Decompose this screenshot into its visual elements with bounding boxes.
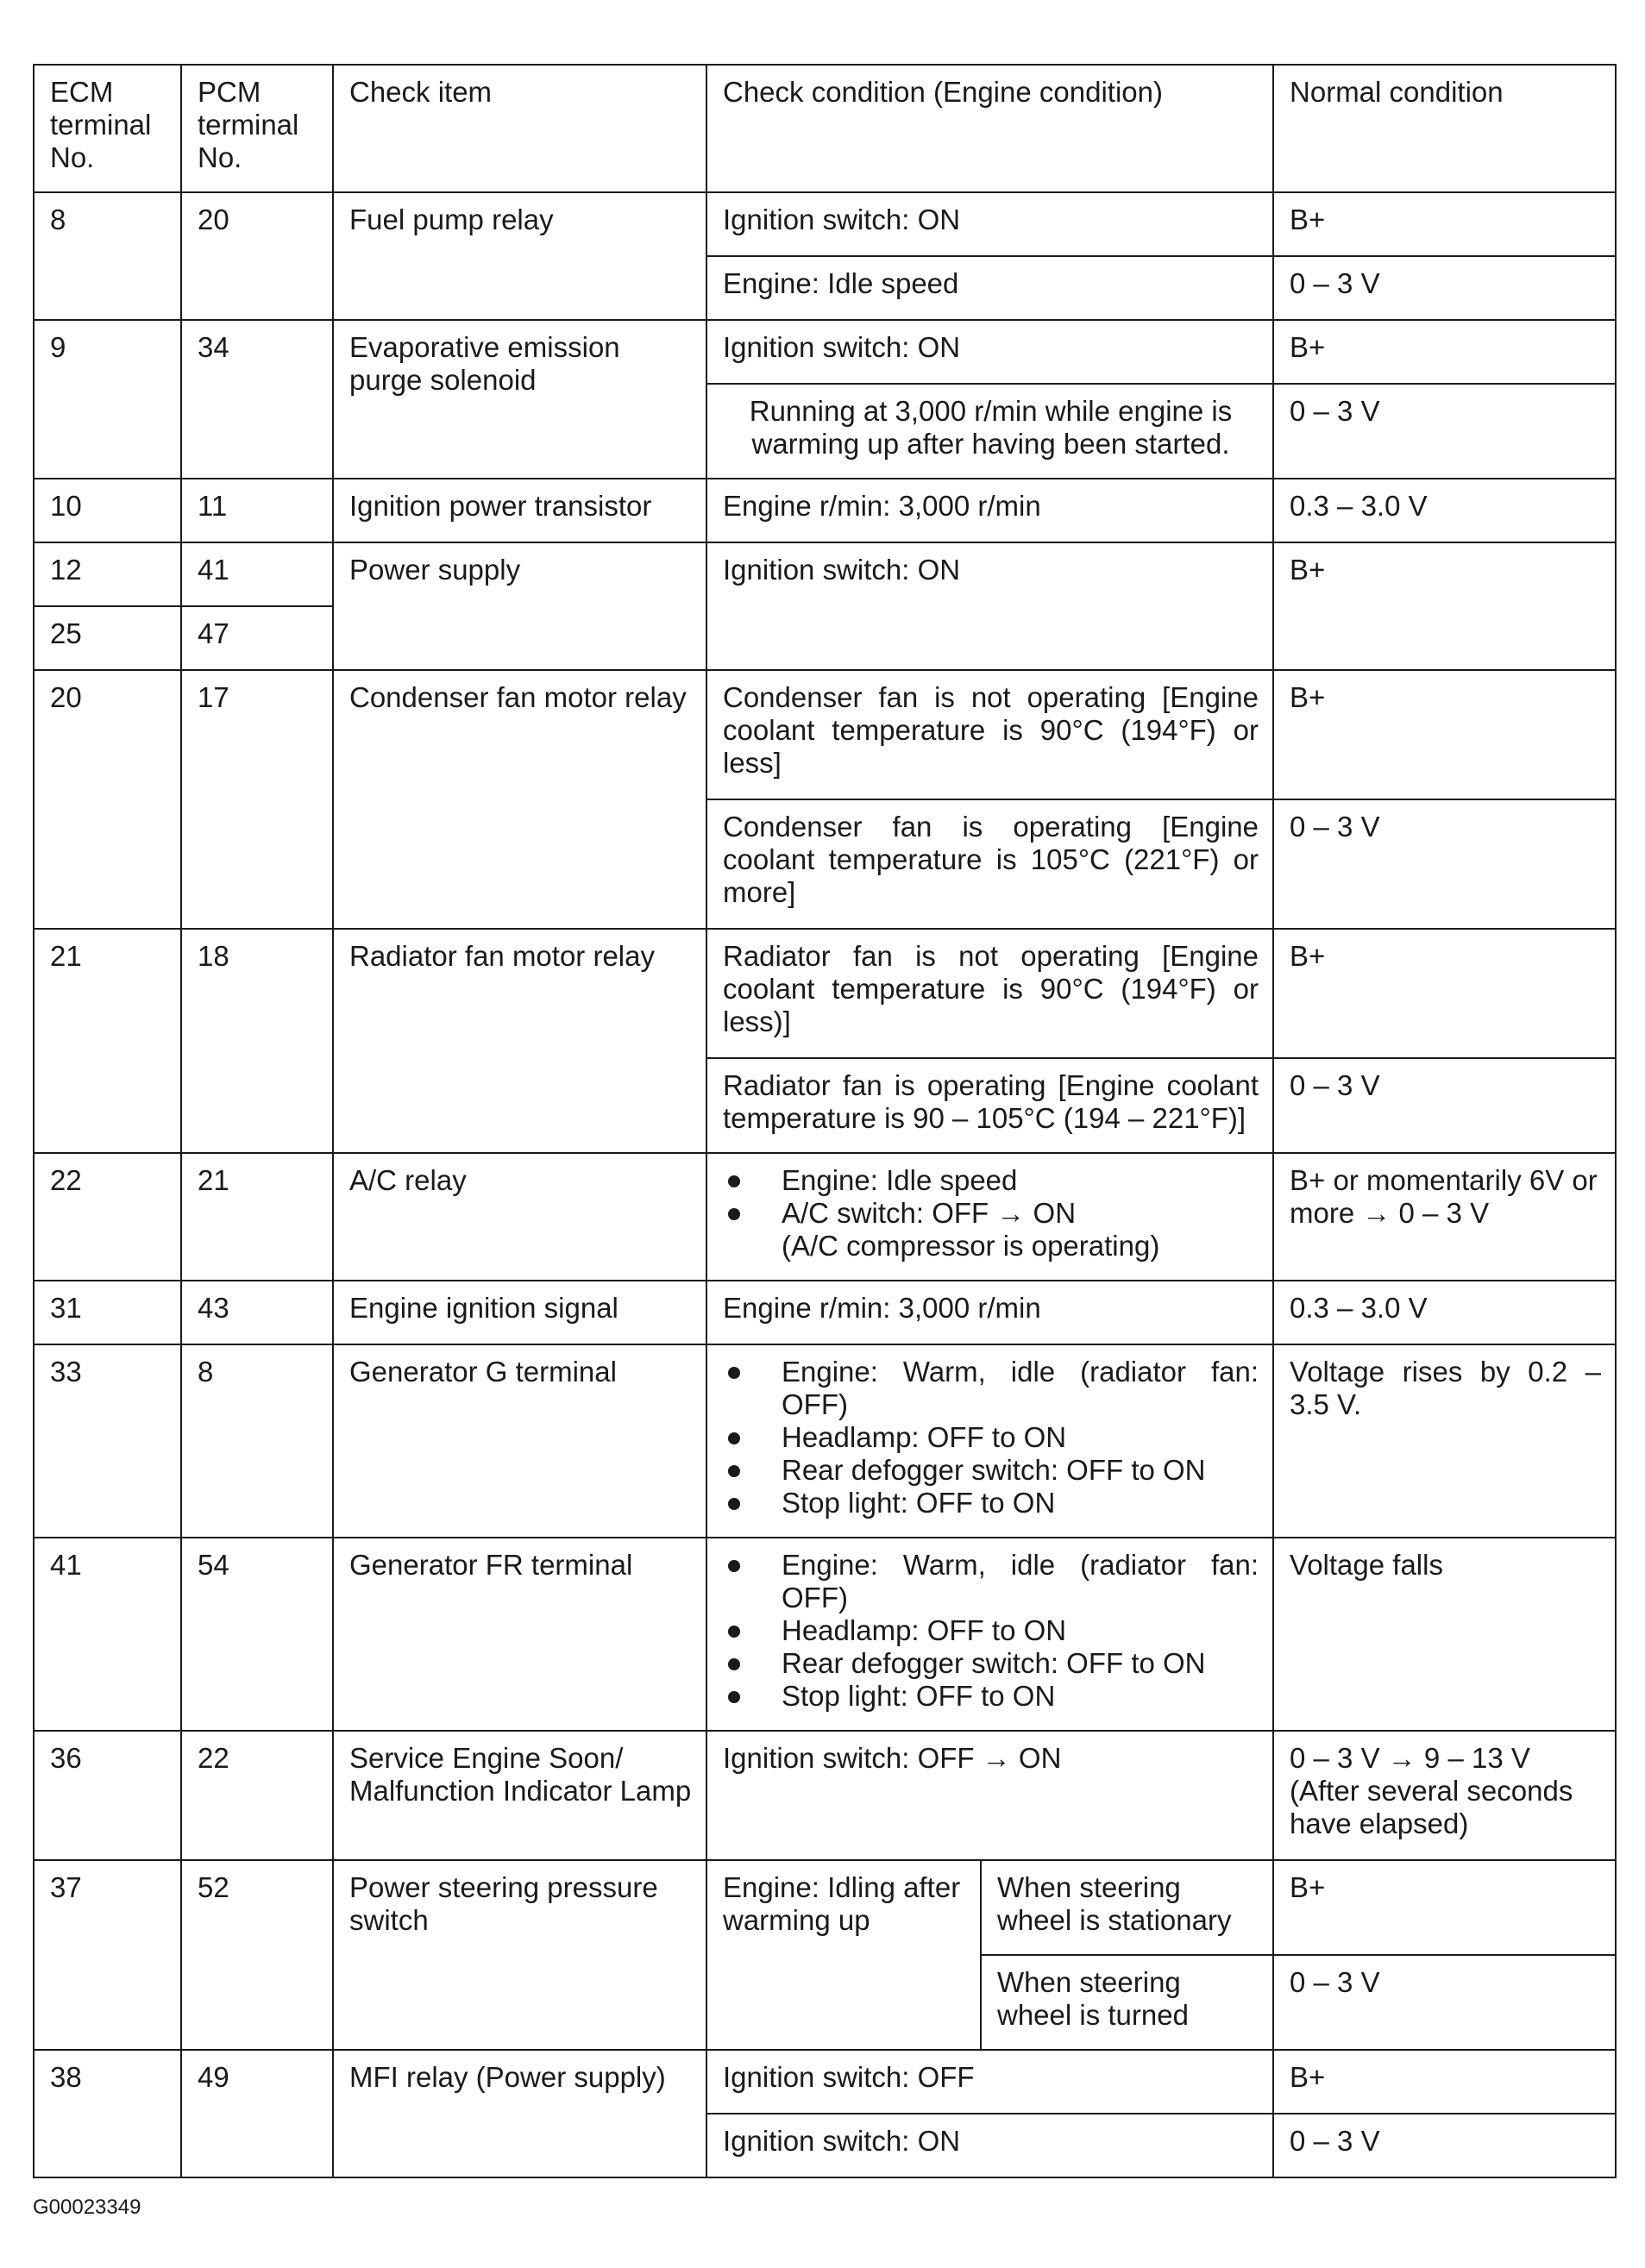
check-item-cell: Condenser fan motor relay (333, 670, 706, 929)
check-item-cell: Generator G terminal (333, 1344, 706, 1538)
normal-condition-cell: 0.3 – 3.0 V (1273, 1281, 1616, 1344)
pcm-terminal-cell: 22 (181, 1731, 333, 1860)
condition-bullet: Stop light: OFF to ON (723, 1680, 1259, 1713)
condition-bullet: Engine: Warm, idle (radiator fan: OFF) (723, 1549, 1259, 1614)
header-check-condition: Check condition (Engine condition) (706, 65, 1273, 192)
ecm-terminal-cell: 25 (34, 606, 181, 670)
check-condition-cell: Ignition switch: OFF (706, 2050, 1273, 2114)
ecm-terminal-cell: 9 (34, 320, 181, 479)
condition-bullet: Headlamp: OFF to ON (723, 1421, 1259, 1454)
check-condition-cell (706, 1153, 1273, 1281)
pcm-terminal-cell: 49 (181, 2050, 333, 2177)
condition-bullet-text: A/C switch: OFF → ON (782, 1197, 1077, 1229)
ecm-terminal-cell: 10 (34, 479, 181, 542)
check-item-cell: MFI relay (Power supply) (333, 2050, 706, 2177)
condition-bullet: Engine: Warm, idle (radiator fan: OFF) (723, 1356, 1259, 1421)
normal-condition-cell: B+ or momentarily 6V or more → 0 – 3 V (1273, 1153, 1616, 1281)
check-item-cell: Engine ignition signal (333, 1281, 706, 1344)
check-condition-cell (706, 1344, 1273, 1538)
normal-condition-cell: 0.3 – 3.0 V (1273, 479, 1616, 542)
header-pcm-terminal: PCM terminal No. (181, 65, 333, 192)
ecm-terminal-cell: 41 (34, 1538, 181, 1731)
table-row (34, 1281, 1616, 1344)
ecm-terminal-cell: 21 (34, 929, 181, 1153)
table-row (34, 192, 1616, 256)
normal-condition-cell: 0 – 3 V (1273, 799, 1616, 929)
header-check-item: Check item (333, 65, 706, 192)
check-subcondition-cell: When steering wheel is stationary (981, 1860, 1273, 1955)
condition-bullet-subtext: (A/C compressor is operating) (782, 1230, 1160, 1262)
terminal-check-table-container (33, 64, 1615, 2178)
check-item-cell: Evaporative emission purge solenoid (333, 320, 706, 479)
check-item-cell: Service Engine Soon/ Malfunction Indicator Lamp (333, 1731, 706, 1860)
normal-condition-cell: Voltage rises by 0.2 – 3.5 V. (1273, 1344, 1616, 1538)
normal-condition-cell: Voltage falls (1273, 1538, 1616, 1731)
table-row (34, 929, 1616, 1058)
table-header-row (34, 65, 1616, 192)
pcm-terminal-cell: 8 (181, 1344, 333, 1538)
ecm-terminal-cell: 36 (34, 1731, 181, 1860)
header-ecm-terminal: ECM terminal No. (34, 65, 181, 192)
check-condition-cell: Ignition switch: ON (706, 320, 1273, 384)
figure-code: G00023349 (33, 2196, 141, 2219)
pcm-terminal-cell: 43 (181, 1281, 333, 1344)
normal-condition-cell: 0 – 3 V → 9 – 13 V (After several seconds have elapsed) (1273, 1731, 1616, 1860)
table-row (34, 670, 1616, 799)
table-row (34, 320, 1616, 384)
normal-condition-cell: 0 – 3 V (1273, 384, 1616, 479)
table-row (34, 1538, 1616, 1731)
pcm-terminal-cell: 34 (181, 320, 333, 479)
condition-bullet: Headlamp: OFF to ON (723, 1614, 1259, 1647)
table-row (34, 1731, 1616, 1860)
normal-condition-cell: B+ (1273, 542, 1616, 670)
pcm-terminal-cell: 41 (181, 542, 333, 606)
normal-condition-cell: B+ (1273, 1860, 1616, 1955)
condition-bullet: Rear defogger switch: OFF to ON (723, 1454, 1259, 1487)
ecm-terminal-cell: 31 (34, 1281, 181, 1344)
ecm-terminal-cell: 8 (34, 192, 181, 320)
normal-condition-cell: B+ (1273, 192, 1616, 256)
check-item-cell: Power supply (333, 542, 706, 670)
ecm-terminal-cell: 38 (34, 2050, 181, 2177)
check-condition-cell: Condenser fan is not operating [Engine coolant temperature is 90°C (194°F) or less] (706, 670, 1273, 799)
check-condition-cell: Engine: Idling after warming up (706, 1860, 981, 2050)
check-condition-cell: Radiator fan is not operating [Engine coolant temperature is 90°C (194°F) or less)] (706, 929, 1273, 1058)
table-row (34, 1153, 1616, 1281)
normal-condition-cell: 0 – 3 V (1273, 1955, 1616, 2050)
pcm-terminal-cell: 47 (181, 606, 333, 670)
ecm-terminal-cell: 22 (34, 1153, 181, 1281)
normal-condition-cell: 0 – 3 V (1273, 256, 1616, 320)
check-item-cell: Power steering pressure switch (333, 1860, 706, 2050)
normal-condition-cell: 0 – 3 V (1273, 2114, 1616, 2177)
pcm-terminal-cell: 54 (181, 1538, 333, 1731)
check-condition-cell: Running at 3,000 r/min while engine is warming up after having been started. (706, 384, 1273, 479)
ecm-terminal-cell: 20 (34, 670, 181, 929)
pcm-terminal-cell: 21 (181, 1153, 333, 1281)
normal-condition-cell: B+ (1273, 670, 1616, 799)
ecm-terminal-cell: 37 (34, 1860, 181, 2050)
check-condition-cell: Ignition switch: ON (706, 542, 1273, 670)
check-condition-cell (706, 1538, 1273, 1731)
pcm-terminal-cell: 20 (181, 192, 333, 320)
terminal-check-table (33, 64, 1617, 2178)
pcm-terminal-cell: 18 (181, 929, 333, 1153)
condition-bullet-list (723, 1549, 1259, 1713)
table-row (34, 1344, 1616, 1538)
check-condition-cell: Engine: Idle speed (706, 256, 1273, 320)
condition-bullet: Stop light: OFF to ON (723, 1487, 1259, 1519)
check-condition-cell: Ignition switch: ON (706, 192, 1273, 256)
ecm-terminal-cell: 12 (34, 542, 181, 606)
pcm-terminal-cell: 11 (181, 479, 333, 542)
table-row (34, 2050, 1616, 2114)
condition-bullet-list (723, 1356, 1259, 1519)
check-condition-cell: Engine r/min: 3,000 r/min (706, 1281, 1273, 1344)
table-row (34, 1860, 1616, 1955)
check-condition-cell: Ignition switch: ON (706, 2114, 1273, 2177)
table-row (34, 479, 1616, 542)
header-normal-condition: Normal condition (1273, 65, 1616, 192)
check-condition-cell: Condenser fan is operating [Engine coolant temperature is 105°C (221°F) or more] (706, 799, 1273, 929)
normal-condition-cell: B+ (1273, 320, 1616, 384)
normal-condition-cell: B+ (1273, 2050, 1616, 2114)
pcm-terminal-cell: 52 (181, 1860, 333, 2050)
condition-bullet: Engine: Idle speed (723, 1164, 1259, 1197)
ecm-terminal-cell: 33 (34, 1344, 181, 1538)
check-subcondition-cell: When steering wheel is turned (981, 1955, 1273, 2050)
check-item-cell: Ignition power transistor (333, 479, 706, 542)
condition-bullet (723, 1197, 1259, 1262)
table-row (34, 542, 1616, 606)
pcm-terminal-cell: 17 (181, 670, 333, 929)
check-condition-cell: Radiator fan is operating [Engine coolant temperature is 90 – 105°C (194 – 221°F)] (706, 1058, 1273, 1153)
check-condition-cell: Ignition switch: OFF → ON (706, 1731, 1273, 1860)
check-condition-cell: Engine r/min: 3,000 r/min (706, 479, 1273, 542)
check-item-cell: Fuel pump relay (333, 192, 706, 320)
check-item-cell: A/C relay (333, 1153, 706, 1281)
condition-bullet-list (723, 1164, 1259, 1262)
check-item-cell: Radiator fan motor relay (333, 929, 706, 1153)
condition-bullet: Rear defogger switch: OFF to ON (723, 1647, 1259, 1680)
normal-condition-cell: B+ (1273, 929, 1616, 1058)
normal-condition-cell: 0 – 3 V (1273, 1058, 1616, 1153)
check-item-cell: Generator FR terminal (333, 1538, 706, 1731)
